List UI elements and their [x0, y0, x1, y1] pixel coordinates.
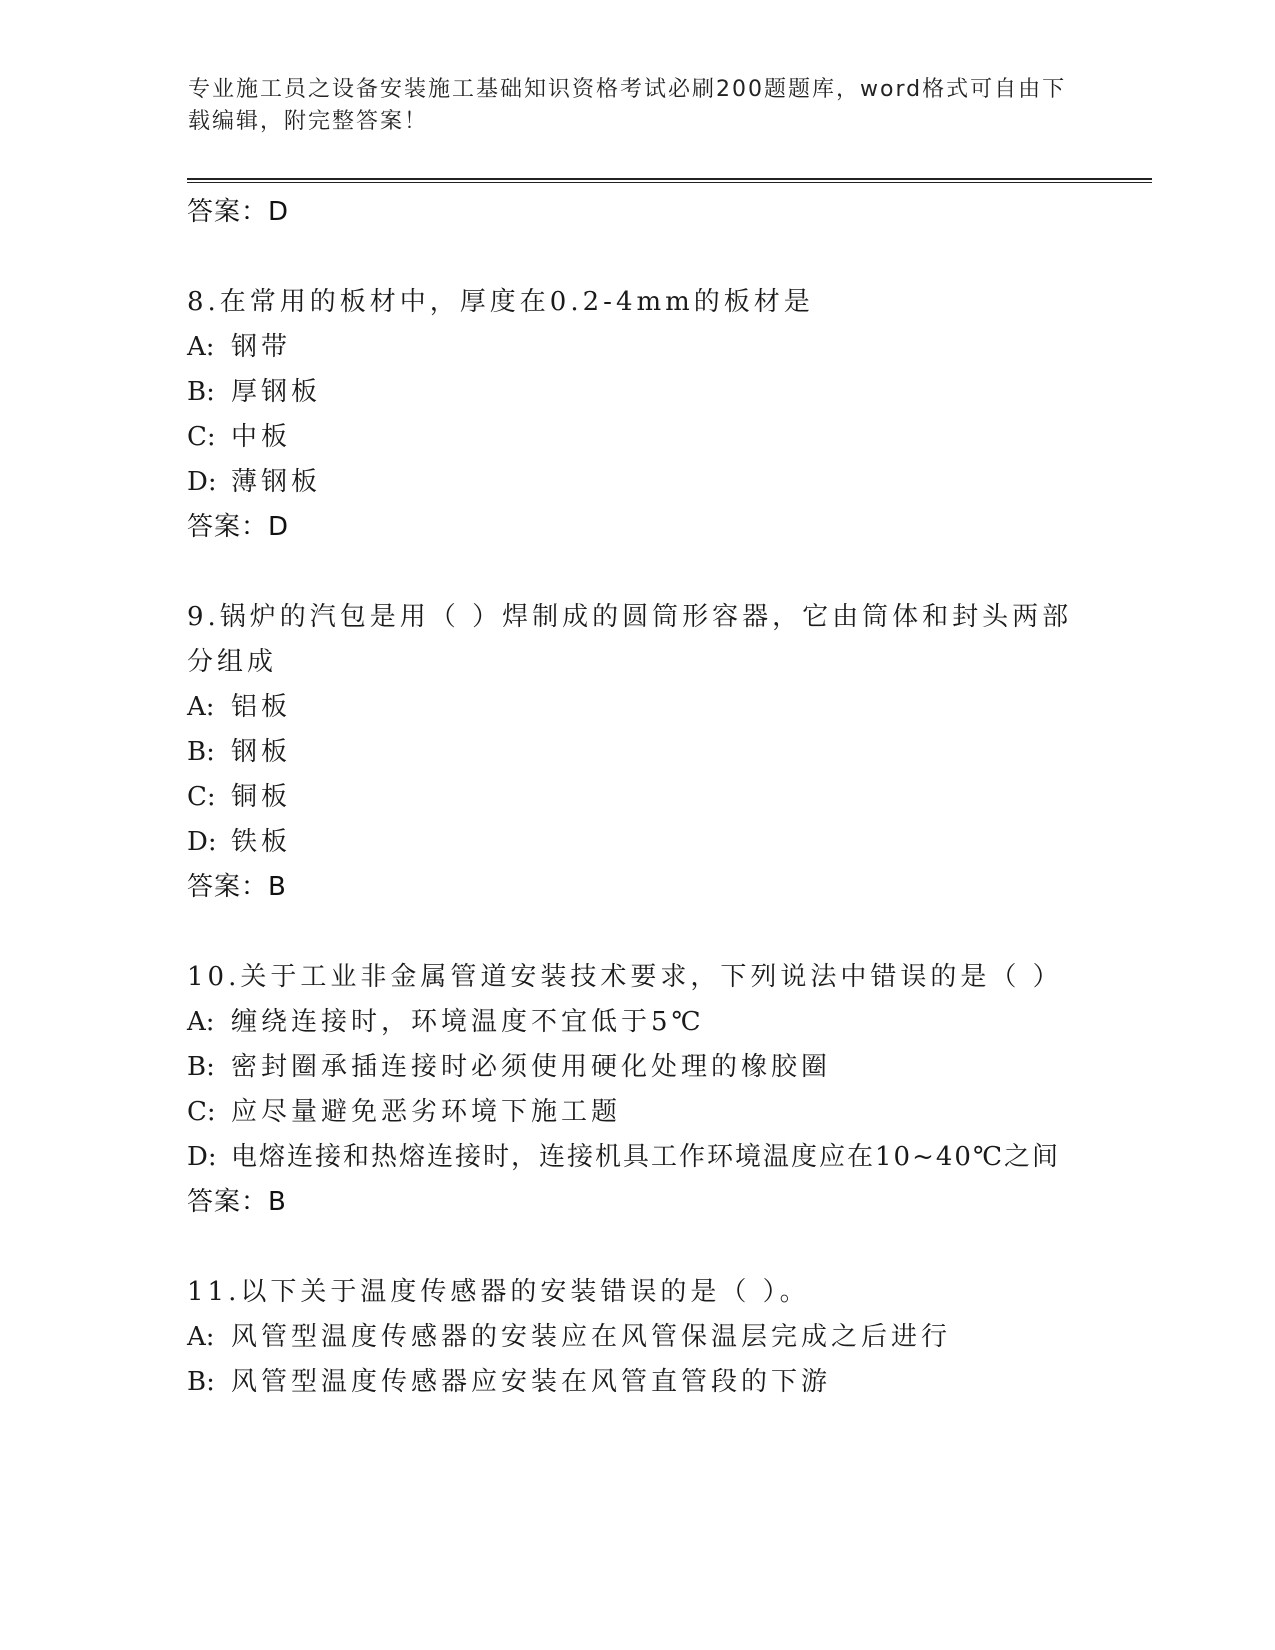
option-text: 风管型温度传感器应安装在风管直管段的下游 [231, 1367, 832, 1397]
question-stem: 10.关于工业非金属管道安装技术要求，下列说法中错误的是（ ） [187, 962, 1063, 992]
option-a [187, 1000, 1087, 1045]
option-letter: A: [187, 1322, 215, 1352]
option-text: 薄钢板 [231, 467, 322, 497]
option-letter: D: [187, 1142, 217, 1172]
answer-line: 答案：D [187, 512, 290, 542]
option-text: 铁板 [231, 827, 292, 857]
option-letter: C: [187, 422, 216, 452]
option-text: 厚钢板 [231, 377, 322, 407]
option-d [187, 1135, 1087, 1180]
option-a [187, 325, 1087, 370]
option-text: 风管型温度传感器的安装应在风管保温层完成之后进行 [231, 1322, 952, 1352]
header-rule-bottom [187, 182, 1152, 183]
option-text: 钢带 [231, 332, 292, 362]
option-a [187, 685, 1087, 730]
option-text: 缠绕连接时，环境温度不宜低于5℃ [231, 1007, 705, 1037]
question-item [187, 1270, 1087, 1405]
option-letter: D: [187, 467, 217, 497]
page-header: 专业施工员之设备安装施工基础知识资格考试必刷200题题库，word格式可自由下载编辑，附完整答案！ [188, 77, 1067, 134]
option-letter: B: [187, 1367, 215, 1397]
option-text: 中板 [231, 422, 292, 452]
option-b [187, 1045, 1087, 1090]
header-rule-top [187, 178, 1152, 180]
option-d [187, 460, 1087, 505]
question-list [187, 190, 1087, 1405]
question-item [187, 955, 1087, 1225]
option-text: 铜板 [231, 782, 292, 812]
option-text: 密封圈承插连接时必须使用硬化处理的橡胶圈 [231, 1052, 832, 1082]
option-a [187, 1315, 1087, 1360]
option-text: 钢板 [231, 737, 292, 767]
question-item [187, 280, 1087, 550]
option-c [187, 775, 1087, 820]
option-b [187, 730, 1087, 775]
option-c [187, 1090, 1087, 1135]
answer-line: 答案：B [187, 872, 287, 902]
option-letter: C: [187, 782, 216, 812]
option-d [187, 820, 1087, 865]
answer-line: 答案：B [187, 1187, 287, 1217]
option-letter: D: [187, 827, 217, 857]
option-letter: A: [187, 332, 215, 362]
option-b [187, 1360, 1087, 1405]
question-stem: 9.锅炉的汽包是用（ ）焊制成的圆筒形容器，它由筒体和封头两部分组成 [187, 602, 1073, 677]
option-letter: A: [187, 692, 215, 722]
option-b [187, 370, 1087, 415]
question-stem: 11.以下关于温度传感器的安装错误的是（ ）。 [187, 1277, 810, 1307]
option-letter: C: [187, 1097, 216, 1127]
option-letter: B: [187, 377, 215, 407]
option-text: 应尽量避免恶劣环境下施工题 [231, 1097, 622, 1127]
option-text: 铝板 [231, 692, 292, 722]
option-c [187, 415, 1087, 460]
option-letter: A: [187, 1007, 215, 1037]
option-letter: B: [187, 1052, 215, 1082]
option-letter: B: [187, 737, 215, 767]
question-stem: 8.在常用的板材中，厚度在0.2-4mm的板材是 [187, 287, 814, 317]
option-text: 电熔连接和热熔连接时，连接机具工作环境温度应在10~40℃之间 [231, 1142, 1061, 1172]
answer-line: 答案：D [187, 197, 290, 227]
question-item [187, 595, 1087, 910]
